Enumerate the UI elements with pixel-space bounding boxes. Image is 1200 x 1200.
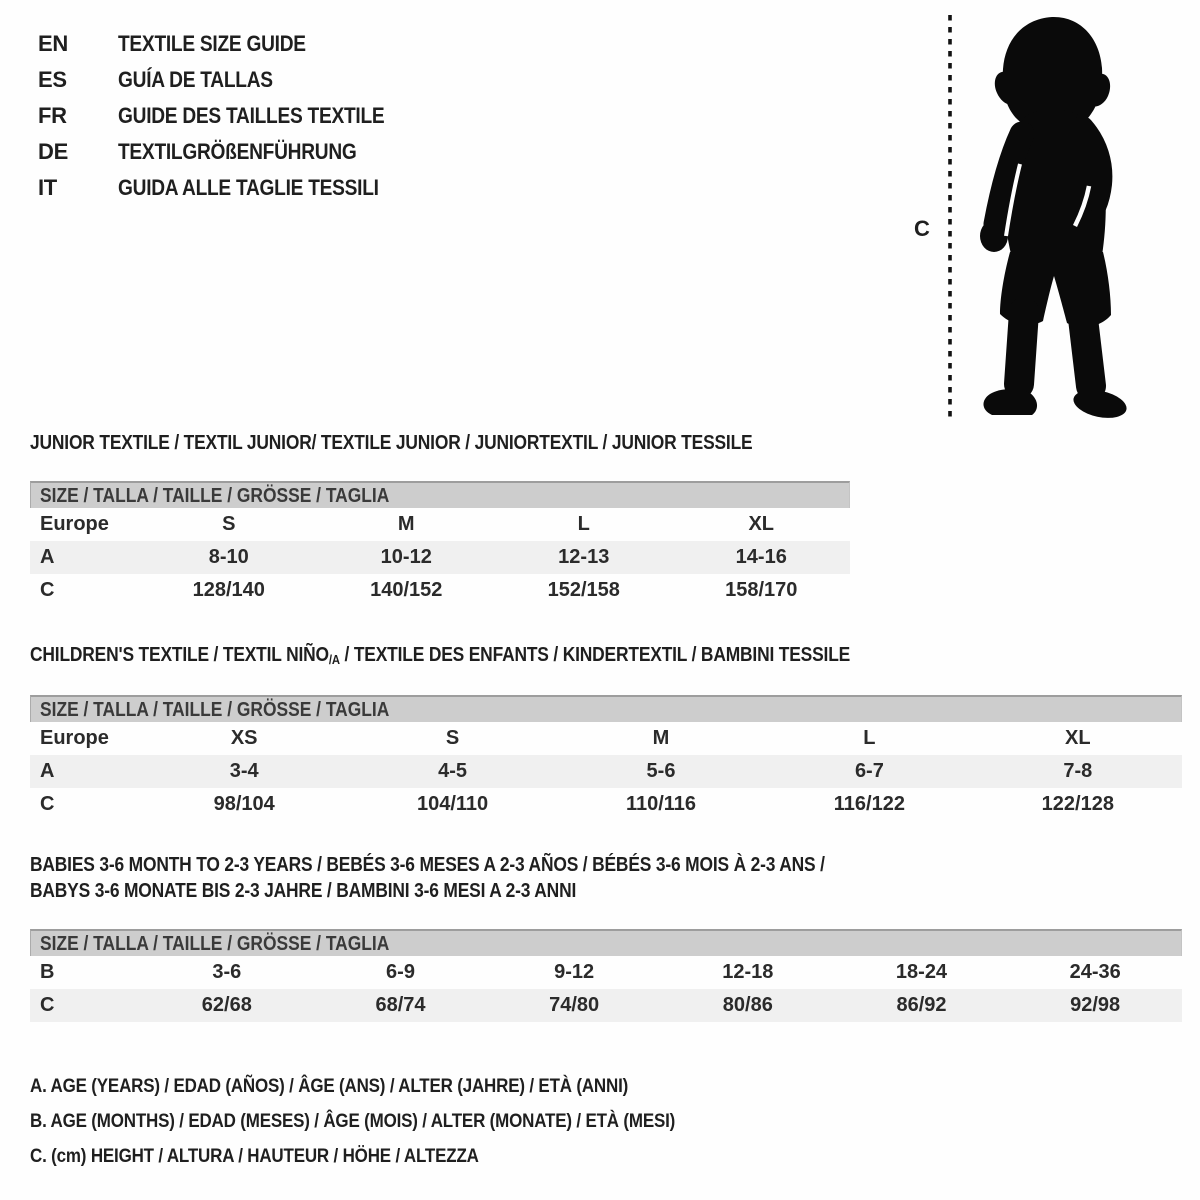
size-header-bar: SIZE / TALLA / TAILLE / GRÖSSE / TAGLIA (30, 695, 1182, 722)
table-row (30, 574, 850, 607)
height-cell: 152/158 (547, 579, 620, 601)
language-title: TEXTILE SIZE GUIDE (118, 31, 306, 56)
language-title: TEXTILGRÖßENFÜHRUNG (118, 139, 357, 164)
section-title-line2: BABYS 3-6 MONATE BIS 2-3 JAHRE / BAMBINI 3-6 MESI A 2-3 ANNI (30, 880, 577, 902)
section-children-textile (30, 642, 1182, 821)
language-row-es (38, 62, 424, 98)
height-cell: 80/86 (722, 994, 773, 1016)
height-cell: 122/128 (1041, 793, 1114, 815)
height-cell: 158/170 (725, 579, 798, 601)
height-cell: 140/152 (370, 579, 443, 601)
size-cell: M (397, 513, 415, 535)
size-cell: S (445, 727, 460, 749)
row-label: A (40, 760, 55, 782)
age-cell: 12-13 (558, 546, 610, 568)
age-months-cell: 24-36 (1069, 961, 1121, 983)
table-row (30, 989, 1182, 1022)
language-title: GUIDA ALLE TAGLIE TESSILI (118, 175, 379, 200)
height-cell: 110/116 (625, 793, 697, 815)
table-row (30, 755, 1182, 788)
age-cell: 4-5 (438, 760, 468, 782)
note-height-cm: C. (cm) HEIGHT / ALTURA / HAUTEUR / HÖHE / ALTEZZA (30, 1145, 479, 1167)
size-cell: XS (230, 727, 258, 749)
age-months-cell: 9-12 (554, 961, 595, 983)
height-cell: 74/80 (549, 994, 600, 1016)
language-title: GUIDE DES TAILLES TEXTILE (118, 103, 385, 128)
toddler-silhouette-icon (960, 12, 1144, 420)
size-header-bar: SIZE / TALLA / TAILLE / GRÖSSE / TAGLIA (30, 481, 850, 508)
height-cell: 68/74 (375, 994, 426, 1016)
legend-notes (30, 1069, 772, 1174)
table-row (30, 956, 1182, 989)
table-row (30, 508, 850, 541)
language-code: ES (38, 67, 67, 92)
language-code: IT (38, 175, 57, 200)
size-cell: M (652, 727, 670, 749)
age-cell: 6-7 (854, 760, 884, 782)
language-row-it (38, 170, 424, 206)
section-babies-textile (30, 852, 1182, 1022)
language-code: DE (38, 139, 68, 164)
row-label: A (40, 546, 55, 568)
size-cell: S (222, 513, 236, 535)
section-title: JUNIOR TEXTILE / TEXTIL JUNIOR/ TEXTILE JUNIOR / JUNIORTEXTIL / JUNIOR TESSILE (30, 432, 753, 454)
size-cell: L (577, 513, 590, 535)
row-label: B (40, 961, 55, 983)
age-cell: 5-6 (646, 760, 676, 782)
row-label: Europe (40, 727, 109, 749)
language-row-de (38, 134, 424, 170)
row-label: C (40, 994, 55, 1016)
language-legend (38, 26, 424, 206)
size-cell: XL (1065, 727, 1091, 749)
language-row-fr (38, 98, 424, 134)
section-title-line1: BABIES 3-6 MONTH TO 2-3 YEARS / BEBÉS 3-6 MESES A 2-3 AÑOS / BÉBÉS 3-6 MOIS À 2-3 ANS / (30, 854, 825, 876)
height-cell: 92/98 (1070, 994, 1121, 1016)
size-cell: XL (748, 513, 775, 535)
language-row-en (38, 26, 424, 62)
age-months-cell: 3-6 (212, 961, 242, 983)
row-label: C (40, 793, 55, 815)
size-header-bar: SIZE / TALLA / TAILLE / GRÖSSE / TAGLIA (30, 929, 1182, 956)
height-cell: 86/92 (896, 994, 947, 1016)
row-label: C (40, 579, 55, 601)
nino-a-subscript: /A (328, 652, 340, 667)
height-cell: 128/140 (192, 579, 265, 601)
table-row (30, 541, 850, 574)
height-measure-label: C (914, 216, 930, 241)
size-cell: L (863, 727, 876, 749)
age-cell: 10-12 (380, 546, 432, 568)
language-code: EN (38, 31, 68, 56)
height-cell: 116/122 (833, 793, 905, 815)
height-cell: 98/104 (213, 793, 275, 815)
section-junior-textile (30, 430, 850, 607)
age-cell: 7-8 (1063, 760, 1093, 782)
row-label: Europe (40, 513, 109, 535)
section-title: CHILDREN'S TEXTILE / TEXTIL NIÑO/A / TEXTILE DES ENFANTS / KINDERTEXTIL / BAMBINI TESSILE (30, 644, 851, 667)
note-age-months: B. AGE (MONTHS) / EDAD (MESES) / ÂGE (MOIS) / ALTER (MONATE) / ETÀ (MESI) (30, 1110, 676, 1132)
table-row (30, 722, 1182, 755)
height-cell: 62/68 (201, 994, 252, 1016)
note-age-years: A. AGE (YEARS) / EDAD (AÑOS) / ÂGE (ANS) / ALTER (JAHRE) / ETÀ (ANNI) (30, 1075, 629, 1097)
age-months-cell: 6-9 (386, 961, 415, 983)
age-months-cell: 12-18 (722, 961, 774, 983)
age-months-cell: 18-24 (895, 961, 948, 983)
language-title: GUÍA DE TALLAS (118, 67, 273, 92)
age-cell: 14-16 (735, 546, 787, 568)
language-code: FR (38, 103, 67, 128)
age-cell: 8-10 (208, 546, 249, 568)
height-measure-line (946, 13, 954, 419)
height-cell: 104/110 (416, 793, 489, 815)
table-row (30, 788, 1182, 821)
age-cell: 3-4 (229, 760, 259, 782)
